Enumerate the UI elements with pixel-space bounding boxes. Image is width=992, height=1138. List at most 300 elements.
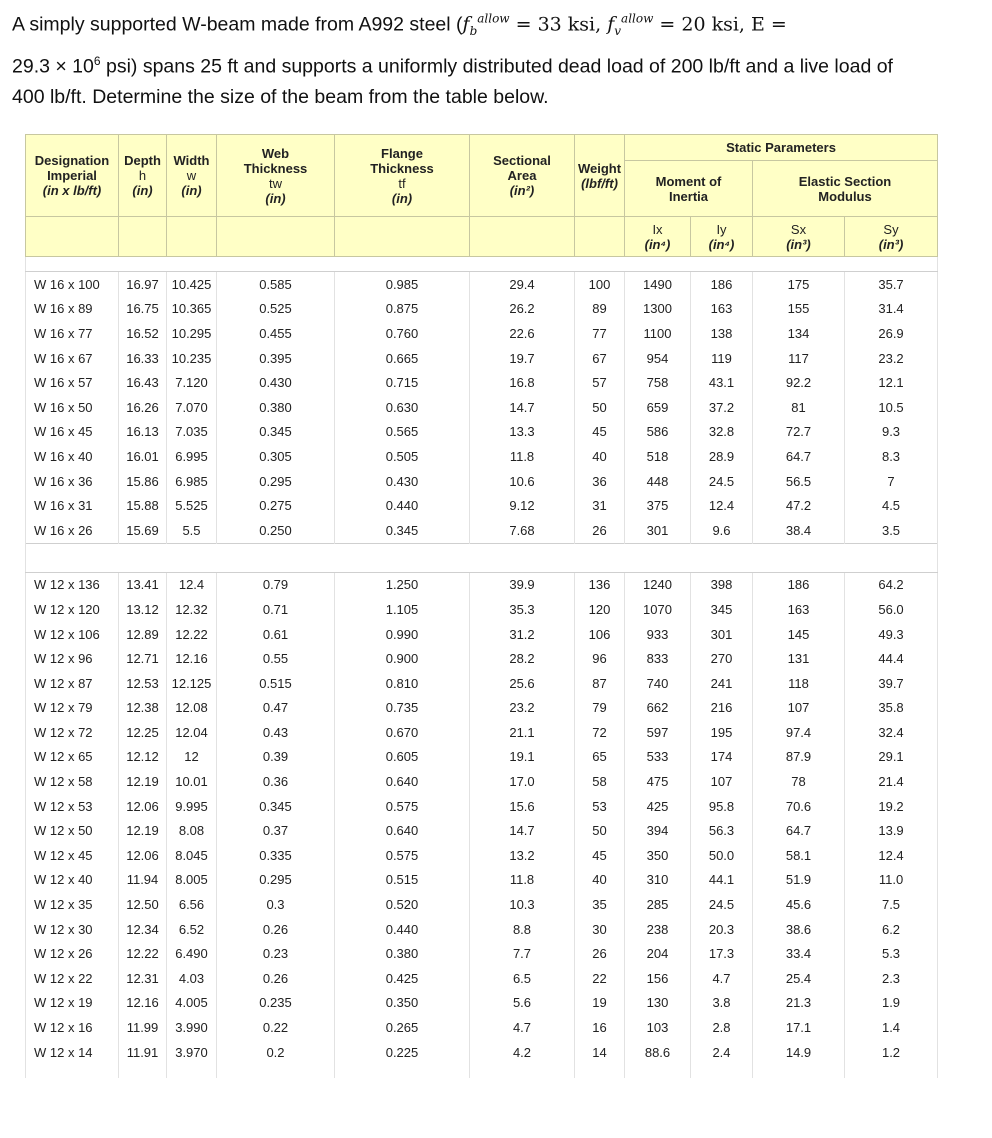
table-row bbox=[26, 572, 938, 597]
table-cell: 43.1 bbox=[691, 370, 753, 395]
table-cell: 29.1 bbox=[845, 745, 938, 770]
table-cell: 10.3 bbox=[470, 892, 575, 917]
table-cell: 19.1 bbox=[470, 745, 575, 770]
designation-cell: W 12 x 58 bbox=[26, 769, 119, 794]
table-cell: 4.03 bbox=[167, 966, 217, 991]
table-cell: 12.4 bbox=[691, 493, 753, 518]
table-cell: 0.79 bbox=[217, 572, 335, 597]
table-cell: 301 bbox=[625, 518, 691, 543]
table-cell: 186 bbox=[753, 572, 845, 597]
hdr-spacer-4 bbox=[217, 217, 335, 257]
table-cell: 0.640 bbox=[335, 769, 470, 794]
table-cell: 14.7 bbox=[470, 818, 575, 843]
table-cell: 375 bbox=[625, 493, 691, 518]
table-cell: 0.900 bbox=[335, 646, 470, 671]
table-row bbox=[26, 518, 938, 543]
modulus-exp: 6 bbox=[93, 54, 101, 69]
table-cell: 32.4 bbox=[845, 720, 938, 745]
table-cell: 174 bbox=[691, 745, 753, 770]
table-cell: 1.250 bbox=[335, 572, 470, 597]
table-cell: 21.4 bbox=[845, 769, 938, 794]
table-cell: 1100 bbox=[625, 321, 691, 346]
table-cell: 25.4 bbox=[753, 966, 845, 991]
table-row bbox=[26, 395, 938, 420]
designation-cell: W 16 x 77 bbox=[26, 321, 119, 346]
hdr-spacer-5 bbox=[335, 217, 470, 257]
table-cell: 0.23 bbox=[217, 941, 335, 966]
group-separator-row bbox=[26, 558, 938, 573]
hdr-flange: Flange Thickness tf (in) bbox=[335, 135, 470, 217]
table-cell: 662 bbox=[625, 696, 691, 721]
table-row bbox=[26, 469, 938, 494]
table-cell: 1.105 bbox=[335, 597, 470, 622]
table-row bbox=[26, 622, 938, 647]
hdr-width: Width w (in) bbox=[167, 135, 217, 217]
table-cell: 394 bbox=[625, 818, 691, 843]
table-cell: 28.9 bbox=[691, 444, 753, 469]
fb-symbol: $f_b^{allow}$ bbox=[462, 12, 510, 39]
table-cell: 0.430 bbox=[217, 370, 335, 395]
table-cell: 78 bbox=[753, 769, 845, 794]
designation-cell: W 12 x 96 bbox=[26, 646, 119, 671]
table-cell: 103 bbox=[625, 1015, 691, 1040]
table-cell: 21.3 bbox=[753, 991, 845, 1016]
table-cell: 23.2 bbox=[845, 346, 938, 371]
table-cell: 12.22 bbox=[119, 941, 167, 966]
table-cell: 9.3 bbox=[845, 420, 938, 445]
table-cell: 518 bbox=[625, 444, 691, 469]
hdr-spacer-7 bbox=[575, 217, 625, 257]
designation-cell: W 16 x 50 bbox=[26, 395, 119, 420]
hdr-sx: Sx (in³) bbox=[753, 217, 845, 257]
table-cell: 31.2 bbox=[470, 622, 575, 647]
table-cell: 10.6 bbox=[470, 469, 575, 494]
table-cell: 37.2 bbox=[691, 395, 753, 420]
table-cell: 8.3 bbox=[845, 444, 938, 469]
table-cell: 0.735 bbox=[335, 696, 470, 721]
spacer-row bbox=[26, 257, 938, 272]
table-cell: 0.345 bbox=[217, 420, 335, 445]
table-cell: 0.295 bbox=[217, 868, 335, 893]
designation-cell: W 12 x 16 bbox=[26, 1015, 119, 1040]
table-cell: 0.250 bbox=[217, 518, 335, 543]
table-row bbox=[26, 370, 938, 395]
table-cell: 145 bbox=[753, 622, 845, 647]
table-cell: 19.7 bbox=[470, 346, 575, 371]
table-cell: 35.7 bbox=[845, 272, 938, 297]
hdr-moment: Moment of Inertia bbox=[625, 161, 753, 217]
table-cell: 0.380 bbox=[217, 395, 335, 420]
table-cell: 117 bbox=[753, 346, 845, 371]
table-cell: 44.4 bbox=[845, 646, 938, 671]
table-cell: 28.2 bbox=[470, 646, 575, 671]
designation-cell: W 12 x 50 bbox=[26, 818, 119, 843]
table-row bbox=[26, 794, 938, 819]
table-cell: 163 bbox=[753, 597, 845, 622]
eq-fb: = 33 ksi, bbox=[509, 13, 608, 36]
table-cell: 8.005 bbox=[167, 868, 217, 893]
designation-cell: W 12 x 136 bbox=[26, 572, 119, 597]
table-cell: 67 bbox=[575, 346, 625, 371]
table-cell: 0.235 bbox=[217, 991, 335, 1016]
table-cell: 25.6 bbox=[470, 671, 575, 696]
table-cell: 12.16 bbox=[167, 646, 217, 671]
table-cell: 0.525 bbox=[217, 297, 335, 322]
table-cell: 0.430 bbox=[335, 469, 470, 494]
table-cell: 33.4 bbox=[753, 941, 845, 966]
table-cell: 58 bbox=[575, 769, 625, 794]
table-cell: 310 bbox=[625, 868, 691, 893]
table-cell: 0.26 bbox=[217, 917, 335, 942]
table-cell: 92.2 bbox=[753, 370, 845, 395]
designation-cell: W 16 x 26 bbox=[26, 518, 119, 543]
table-row bbox=[26, 991, 938, 1016]
table-cell: 10.235 bbox=[167, 346, 217, 371]
designation-cell: W 12 x 65 bbox=[26, 745, 119, 770]
table-cell: 2.4 bbox=[691, 1040, 753, 1065]
table-cell: 11.94 bbox=[119, 868, 167, 893]
table-cell: 0.575 bbox=[335, 843, 470, 868]
table-row bbox=[26, 917, 938, 942]
table-cell: 0.335 bbox=[217, 843, 335, 868]
table-cell: 1240 bbox=[625, 572, 691, 597]
table-cell: 0.225 bbox=[335, 1040, 470, 1065]
table-cell: 12.71 bbox=[119, 646, 167, 671]
table-cell: 0.990 bbox=[335, 622, 470, 647]
table-cell: 0.455 bbox=[217, 321, 335, 346]
table-cell: 16.52 bbox=[119, 321, 167, 346]
table-cell: 0.345 bbox=[217, 794, 335, 819]
table-cell: 8.045 bbox=[167, 843, 217, 868]
table-cell: 13.3 bbox=[470, 420, 575, 445]
table-row bbox=[26, 892, 938, 917]
table-cell: 24.5 bbox=[691, 892, 753, 917]
table-row bbox=[26, 941, 938, 966]
table-row bbox=[26, 671, 938, 696]
table-cell: 12.89 bbox=[119, 622, 167, 647]
table-cell: 88.6 bbox=[625, 1040, 691, 1065]
table-cell: 0.36 bbox=[217, 769, 335, 794]
table-cell: 38.4 bbox=[753, 518, 845, 543]
table-cell: 87.9 bbox=[753, 745, 845, 770]
table-cell: 12.19 bbox=[119, 818, 167, 843]
designation-cell: W 12 x 40 bbox=[26, 868, 119, 893]
table-cell: 6.490 bbox=[167, 941, 217, 966]
table-cell: 7.5 bbox=[845, 892, 938, 917]
table-cell: 0.985 bbox=[335, 272, 470, 297]
table-cell: 12.4 bbox=[167, 572, 217, 597]
table-cell: 1.2 bbox=[845, 1040, 938, 1065]
hdr-spacer-2 bbox=[119, 217, 167, 257]
table-cell: 5.5 bbox=[167, 518, 217, 543]
table-cell: 11.99 bbox=[119, 1015, 167, 1040]
table-cell: 44.1 bbox=[691, 868, 753, 893]
table-cell: 81 bbox=[753, 395, 845, 420]
table-cell: 3.990 bbox=[167, 1015, 217, 1040]
table-cell: 15.6 bbox=[470, 794, 575, 819]
hdr-spacer-1 bbox=[26, 217, 119, 257]
table-cell: 0.515 bbox=[217, 671, 335, 696]
table-cell: 238 bbox=[625, 917, 691, 942]
table-cell: 270 bbox=[691, 646, 753, 671]
table-cell: 204 bbox=[625, 941, 691, 966]
table-cell: 740 bbox=[625, 671, 691, 696]
table-cell: 35.3 bbox=[470, 597, 575, 622]
table-cell: 50.0 bbox=[691, 843, 753, 868]
table-cell: 0.425 bbox=[335, 966, 470, 991]
table-row bbox=[26, 1040, 938, 1065]
table-row bbox=[26, 493, 938, 518]
designation-cell: W 16 x 67 bbox=[26, 346, 119, 371]
table-cell: 0.2 bbox=[217, 1040, 335, 1065]
table-cell: 758 bbox=[625, 370, 691, 395]
table-cell: 12.25 bbox=[119, 720, 167, 745]
table-cell: 6.995 bbox=[167, 444, 217, 469]
table-cell: 2.3 bbox=[845, 966, 938, 991]
table-row bbox=[26, 818, 938, 843]
table-cell: 16.8 bbox=[470, 370, 575, 395]
table-cell: 0.515 bbox=[335, 868, 470, 893]
table-cell: 7.120 bbox=[167, 370, 217, 395]
table-cell: 12.125 bbox=[167, 671, 217, 696]
designation-cell: W 12 x 19 bbox=[26, 991, 119, 1016]
table-cell: 16.75 bbox=[119, 297, 167, 322]
table-cell: 45 bbox=[575, 843, 625, 868]
table-cell: 35 bbox=[575, 892, 625, 917]
table-cell: 0.295 bbox=[217, 469, 335, 494]
table-cell: 3.8 bbox=[691, 991, 753, 1016]
table-row bbox=[26, 321, 938, 346]
table-cell: 0.670 bbox=[335, 720, 470, 745]
table-cell: 65 bbox=[575, 745, 625, 770]
table-cell: 47.2 bbox=[753, 493, 845, 518]
table-cell: 0.47 bbox=[217, 696, 335, 721]
table-cell: 9.12 bbox=[470, 493, 575, 518]
table-cell: 0.55 bbox=[217, 646, 335, 671]
table-cell: 0.37 bbox=[217, 818, 335, 843]
table-cell: 14.9 bbox=[753, 1040, 845, 1065]
table-cell: 7.035 bbox=[167, 420, 217, 445]
table-cell: 12.38 bbox=[119, 696, 167, 721]
table-cell: 0.39 bbox=[217, 745, 335, 770]
table-cell: 118 bbox=[753, 671, 845, 696]
table-cell: 107 bbox=[753, 696, 845, 721]
table-cell: 77 bbox=[575, 321, 625, 346]
table-cell: 21.1 bbox=[470, 720, 575, 745]
table-cell: 64.7 bbox=[753, 444, 845, 469]
table-cell: 13.9 bbox=[845, 818, 938, 843]
table-cell: 97.4 bbox=[753, 720, 845, 745]
table-row bbox=[26, 769, 938, 794]
table-cell: 17.1 bbox=[753, 1015, 845, 1040]
table-cell: 50 bbox=[575, 395, 625, 420]
table-cell: 14.7 bbox=[470, 395, 575, 420]
table-cell: 119 bbox=[691, 346, 753, 371]
table-cell: 0.395 bbox=[217, 346, 335, 371]
table-row bbox=[26, 966, 938, 991]
table-cell: 0.22 bbox=[217, 1015, 335, 1040]
table-cell: 16.26 bbox=[119, 395, 167, 420]
table-cell: 0.605 bbox=[335, 745, 470, 770]
table-cell: 3.970 bbox=[167, 1040, 217, 1065]
hdr-section: Elastic Section Modulus bbox=[753, 161, 938, 217]
table-row bbox=[26, 444, 938, 469]
table-cell: 45.6 bbox=[753, 892, 845, 917]
table-cell: 29.4 bbox=[470, 272, 575, 297]
table-cell: 17.3 bbox=[691, 941, 753, 966]
problem-text-1a: A simply supported W-beam made from A992 steel ( bbox=[12, 13, 463, 36]
table-cell: 0.715 bbox=[335, 370, 470, 395]
table-cell: 57 bbox=[575, 370, 625, 395]
table-cell: 19.2 bbox=[845, 794, 938, 819]
problem-line-2 bbox=[12, 46, 982, 82]
table-cell: 4.2 bbox=[470, 1040, 575, 1065]
table-cell: 7.68 bbox=[470, 518, 575, 543]
table-cell: 39.9 bbox=[470, 572, 575, 597]
table-row bbox=[26, 646, 938, 671]
table-cell: 120 bbox=[575, 597, 625, 622]
problem-text-2b: psi) spans 25 ft and supports a uniformly distributed dead load of 200 lb/ft and a live load of bbox=[100, 55, 893, 78]
table-cell: 31 bbox=[575, 493, 625, 518]
designation-cell: W 12 x 22 bbox=[26, 966, 119, 991]
hdr-area: Sectional Area (in²) bbox=[470, 135, 575, 217]
table-cell: 26 bbox=[575, 518, 625, 543]
table-cell: 6.52 bbox=[167, 917, 217, 942]
table-cell: 1.4 bbox=[845, 1015, 938, 1040]
table-row bbox=[26, 1015, 938, 1040]
table-cell: 448 bbox=[625, 469, 691, 494]
table-cell: 12.1 bbox=[845, 370, 938, 395]
hdr-designation: Designation Imperial (in x lb/ft) bbox=[26, 135, 119, 217]
table-cell: 138 bbox=[691, 321, 753, 346]
table-cell: 4.7 bbox=[470, 1015, 575, 1040]
designation-cell: W 16 x 89 bbox=[26, 297, 119, 322]
table-cell: 10.425 bbox=[167, 272, 217, 297]
table-row bbox=[26, 868, 938, 893]
table-row bbox=[26, 597, 938, 622]
table-cell: 0.585 bbox=[217, 272, 335, 297]
table-cell: 0.345 bbox=[335, 518, 470, 543]
table-cell: 5.525 bbox=[167, 493, 217, 518]
table-cell: 79 bbox=[575, 696, 625, 721]
eq-fv: = 20 ksi, E = bbox=[653, 13, 787, 36]
problem-statement bbox=[12, 4, 982, 112]
problem-line-3: 400 lb/ft. Determine the size of the beam from the table below. bbox=[12, 85, 549, 108]
table-cell: 285 bbox=[625, 892, 691, 917]
table-cell: 13.2 bbox=[470, 843, 575, 868]
designation-cell: W 16 x 36 bbox=[26, 469, 119, 494]
table-cell: 16.13 bbox=[119, 420, 167, 445]
table-cell: 5.6 bbox=[470, 991, 575, 1016]
table-cell: 50 bbox=[575, 818, 625, 843]
table-cell: 7 bbox=[845, 469, 938, 494]
table-cell: 11.91 bbox=[119, 1040, 167, 1065]
designation-cell: W 12 x 53 bbox=[26, 794, 119, 819]
table-cell: 12 bbox=[167, 745, 217, 770]
hdr-static-params: Static Parameters bbox=[625, 135, 938, 161]
table-cell: 0.760 bbox=[335, 321, 470, 346]
table-cell: 53 bbox=[575, 794, 625, 819]
table-cell: 4.005 bbox=[167, 991, 217, 1016]
designation-cell: W 16 x 40 bbox=[26, 444, 119, 469]
designation-cell: W 12 x 120 bbox=[26, 597, 119, 622]
designation-cell: W 16 x 100 bbox=[26, 272, 119, 297]
table-cell: 16.43 bbox=[119, 370, 167, 395]
table-cell: 4.5 bbox=[845, 493, 938, 518]
table-cell: 131 bbox=[753, 646, 845, 671]
table-cell: 1300 bbox=[625, 297, 691, 322]
table-cell: 0.630 bbox=[335, 395, 470, 420]
table-cell: 12.34 bbox=[119, 917, 167, 942]
table-cell: 51.9 bbox=[753, 868, 845, 893]
table-cell: 1.9 bbox=[845, 991, 938, 1016]
designation-cell: W 12 x 45 bbox=[26, 843, 119, 868]
designation-cell: W 12 x 106 bbox=[26, 622, 119, 647]
table-cell: 2.8 bbox=[691, 1015, 753, 1040]
table-cell: 0.305 bbox=[217, 444, 335, 469]
table-cell: 56.0 bbox=[845, 597, 938, 622]
designation-cell: W 16 x 57 bbox=[26, 370, 119, 395]
table-cell: 106 bbox=[575, 622, 625, 647]
table-row bbox=[26, 297, 938, 322]
table-cell: 0.61 bbox=[217, 622, 335, 647]
table-cell: 16.01 bbox=[119, 444, 167, 469]
table-cell: 7.7 bbox=[470, 941, 575, 966]
table-cell: 0.380 bbox=[335, 941, 470, 966]
table-cell: 350 bbox=[625, 843, 691, 868]
table-cell: 32.8 bbox=[691, 420, 753, 445]
table-cell: 26.9 bbox=[845, 321, 938, 346]
table-cell: 0.43 bbox=[217, 720, 335, 745]
table-cell: 10.5 bbox=[845, 395, 938, 420]
table-cell: 0.3 bbox=[217, 892, 335, 917]
table-row bbox=[26, 346, 938, 371]
table-cell: 597 bbox=[625, 720, 691, 745]
designation-cell: W 12 x 35 bbox=[26, 892, 119, 917]
table-cell: 23.2 bbox=[470, 696, 575, 721]
table-cell: 10.365 bbox=[167, 297, 217, 322]
table-cell: 17.0 bbox=[470, 769, 575, 794]
table-cell: 15.88 bbox=[119, 493, 167, 518]
table-cell: 0.71 bbox=[217, 597, 335, 622]
table-cell: 35.8 bbox=[845, 696, 938, 721]
designation-cell: W 12 x 14 bbox=[26, 1040, 119, 1065]
table-row bbox=[26, 420, 938, 445]
table-cell: 12.16 bbox=[119, 991, 167, 1016]
table-cell: 12.31 bbox=[119, 966, 167, 991]
table-cell: 89 bbox=[575, 297, 625, 322]
hdr-web: Web Thickness tw (in) bbox=[217, 135, 335, 217]
table-cell: 64.7 bbox=[753, 818, 845, 843]
table-cell: 45 bbox=[575, 420, 625, 445]
table-cell: 26.2 bbox=[470, 297, 575, 322]
table-cell: 16 bbox=[575, 1015, 625, 1040]
table-cell: 11.8 bbox=[470, 868, 575, 893]
table-cell: 0.440 bbox=[335, 493, 470, 518]
table-cell: 0.520 bbox=[335, 892, 470, 917]
table-cell: 12.50 bbox=[119, 892, 167, 917]
table-cell: 96 bbox=[575, 646, 625, 671]
table-cell: 9.6 bbox=[691, 518, 753, 543]
table-cell: 20.3 bbox=[691, 917, 753, 942]
table-cell: 56.5 bbox=[753, 469, 845, 494]
table-cell: 1070 bbox=[625, 597, 691, 622]
modulus-value: 29.3 × 10 bbox=[12, 55, 94, 78]
table-cell: 136 bbox=[575, 572, 625, 597]
table-cell: 12.12 bbox=[119, 745, 167, 770]
table-cell: 134 bbox=[753, 321, 845, 346]
table-cell: 241 bbox=[691, 671, 753, 696]
